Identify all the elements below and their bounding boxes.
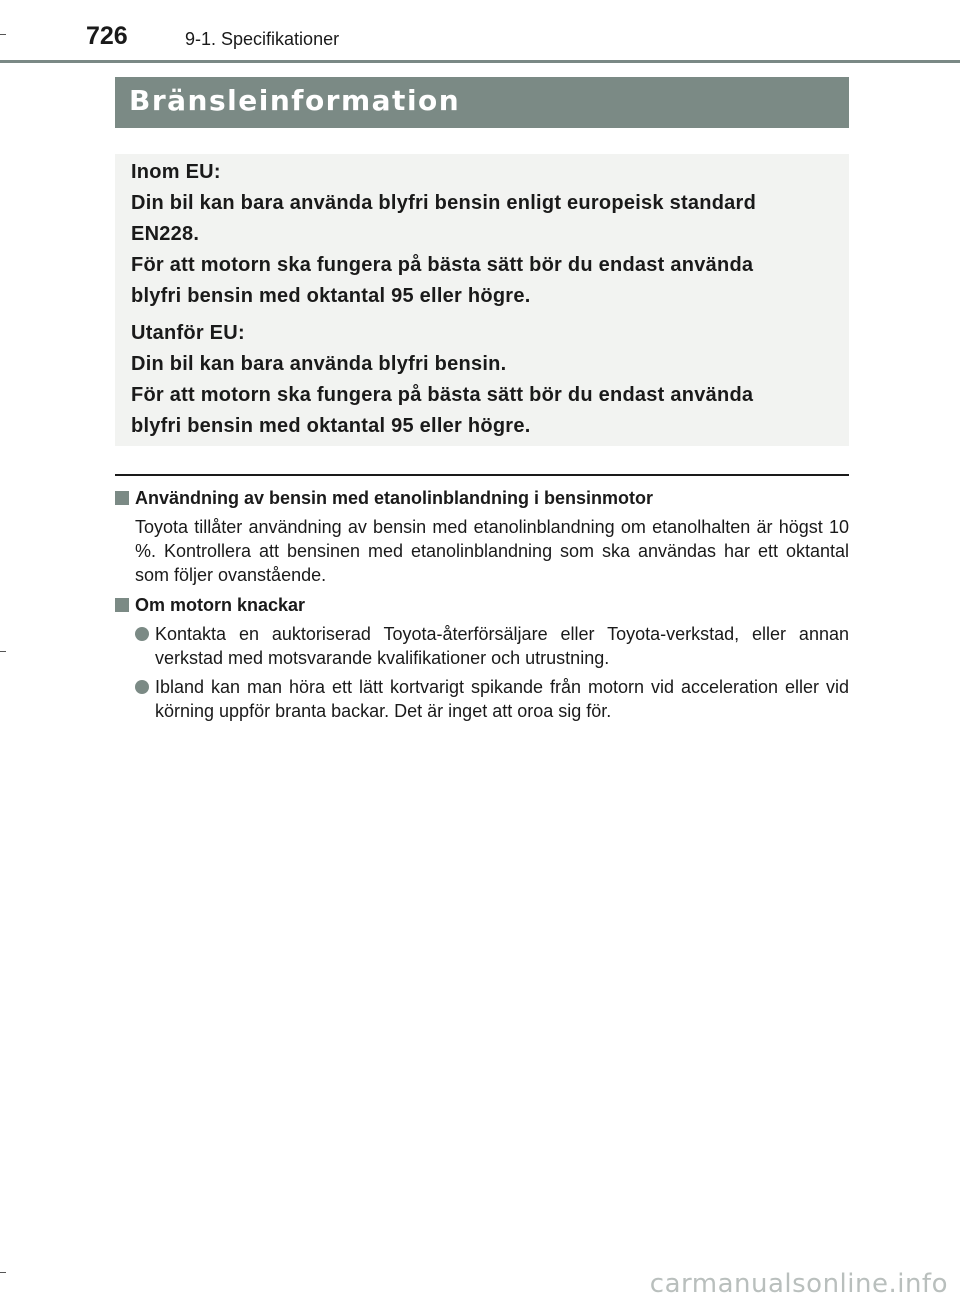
crop-mark: [0, 651, 6, 652]
note-heading-text: Användning av bensin med etanolinblandning i bensinmotor: [135, 488, 654, 508]
section-divider: [115, 474, 849, 476]
crop-mark: [0, 1272, 6, 1273]
circle-bullet-icon: [135, 627, 149, 641]
note-heading: [115, 593, 849, 617]
info-line: Din bil kan bara använda blyfri bensin.: [131, 353, 507, 375]
section-title-bar: [115, 77, 849, 128]
bullet-text: Ibland kan man höra ett lätt kortvarigt spikande från motorn vid acceleration eller vid körning uppför branta backar. Det är inget att oroa sig för.: [155, 677, 849, 721]
info-line: Din bil kan bara använda blyfri bensin enligt europeisk standard: [131, 192, 757, 214]
square-bullet-icon: [115, 598, 129, 612]
watermark: carmanualsonline.info: [649, 1269, 948, 1299]
info-line: blyfri bensin med oktantal 95 eller högre.: [131, 285, 531, 307]
bullet-item: [135, 622, 849, 670]
info-line: För att motorn ska fungera på bästa sätt bör du endast använda: [131, 384, 754, 406]
header-rule: [0, 60, 960, 63]
info-line: För att motorn ska fungera på bästa sätt bör du endast använda: [131, 254, 754, 276]
note-body: Toyota tillåter användning av bensin med etanolinblandning om etanolhalten är högst 10 %. Kontrollera att bensinen med etanolinblandning som ska användas har ett oktantal som följer ovanstående.: [135, 517, 849, 585]
info-group-eu: [131, 157, 841, 312]
bullet-item: [135, 675, 849, 723]
circle-bullet-icon: [135, 680, 149, 694]
section-label: 9-1. Specifikationer: [185, 29, 340, 49]
bullet-text: Kontakta en auktoriserad Toyota-återförsäljare eller Toyota-verkstad, eller annan verkstad med motsvarande kvalifikationer och utrustning.: [155, 624, 849, 668]
note-knocking: [115, 593, 849, 723]
fuel-info-box: [115, 154, 849, 446]
page-number: 726: [86, 22, 128, 50]
square-bullet-icon: [115, 491, 129, 505]
page-header: [0, 0, 960, 64]
info-line: Utanför EU:: [131, 322, 245, 344]
note-ethanol: [115, 486, 849, 587]
info-line: blyfri bensin med oktantal 95 eller högre.: [131, 415, 531, 437]
crop-mark: [0, 34, 6, 35]
note-heading-text: Om motorn knackar: [135, 595, 306, 615]
note-heading: [115, 486, 849, 510]
info-line: Inom EU:: [131, 161, 221, 183]
info-line: EN228.: [131, 223, 200, 245]
section-title: Bränsleinformation: [129, 84, 461, 117]
info-group-outside-eu: [131, 318, 841, 442]
